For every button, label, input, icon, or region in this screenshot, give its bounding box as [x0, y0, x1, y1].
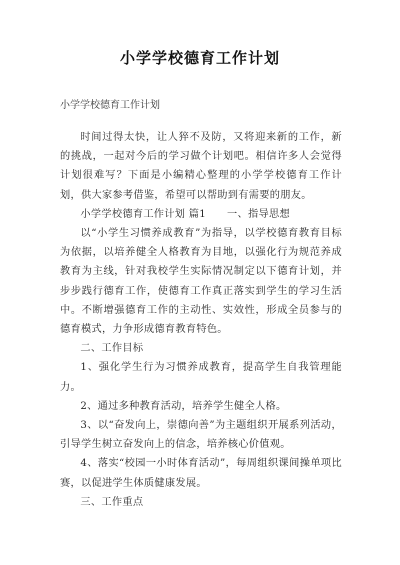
document-subtitle: 小学学校德育工作计划 — [60, 100, 160, 111]
document-body — [60, 128, 342, 512]
list-item-goal-4: 4、落实“校园一小时体育活动”，每周组织课间操单项比赛，以促进学生体质健康发展。 — [60, 458, 342, 489]
list-item-goal-3: 3、以“奋发向上，崇德向善”为主题组织开展系列活动，引导学生树立奋发向上的信念，培养核心价值观。 — [60, 420, 342, 451]
document-title: 小学学校德育工作计划 — [119, 49, 280, 67]
paragraph-guiding-ideas: 以“小学生习惯养成教育”为指导，以学校德育教育目标为依据，以培养健全人格教育为目地，以强化行为规范养成教育为主线，针对我校学生实际情况制定以下德育计划，并步步践行德育工作，使德育工作真正落实到学生的学习生活中。不断增强德育工作的主动性、实效性，形成全员参与的德育模式，力争形成德育教育特色。 — [60, 228, 342, 336]
paragraph-intro: 时间过得太快，让人猝不及防，又将迎来新的工作，新的挑战，一起对今后的学习做个计划吧。相信许多人会觉得计划很难写？下面是小编精心整理的小学学校德育工作计划，供大家参考借鉴，希望可以帮助到有需要的朋友。 — [60, 132, 342, 201]
list-item-goal-2: 2、通过多种教育活动，培养学生健全人格。 — [80, 400, 287, 412]
paragraph-section-heading: 小学学校德育工作计划 篇1 一、指导思想 — [80, 208, 290, 220]
heading-work-focus: 三、工作重点 — [80, 496, 144, 508]
heading-work-goals: 二、工作目标 — [80, 343, 144, 355]
list-item-goal-1: 1、强化学生行为习惯养成教育，提高学生自我管理能力。 — [60, 362, 342, 393]
